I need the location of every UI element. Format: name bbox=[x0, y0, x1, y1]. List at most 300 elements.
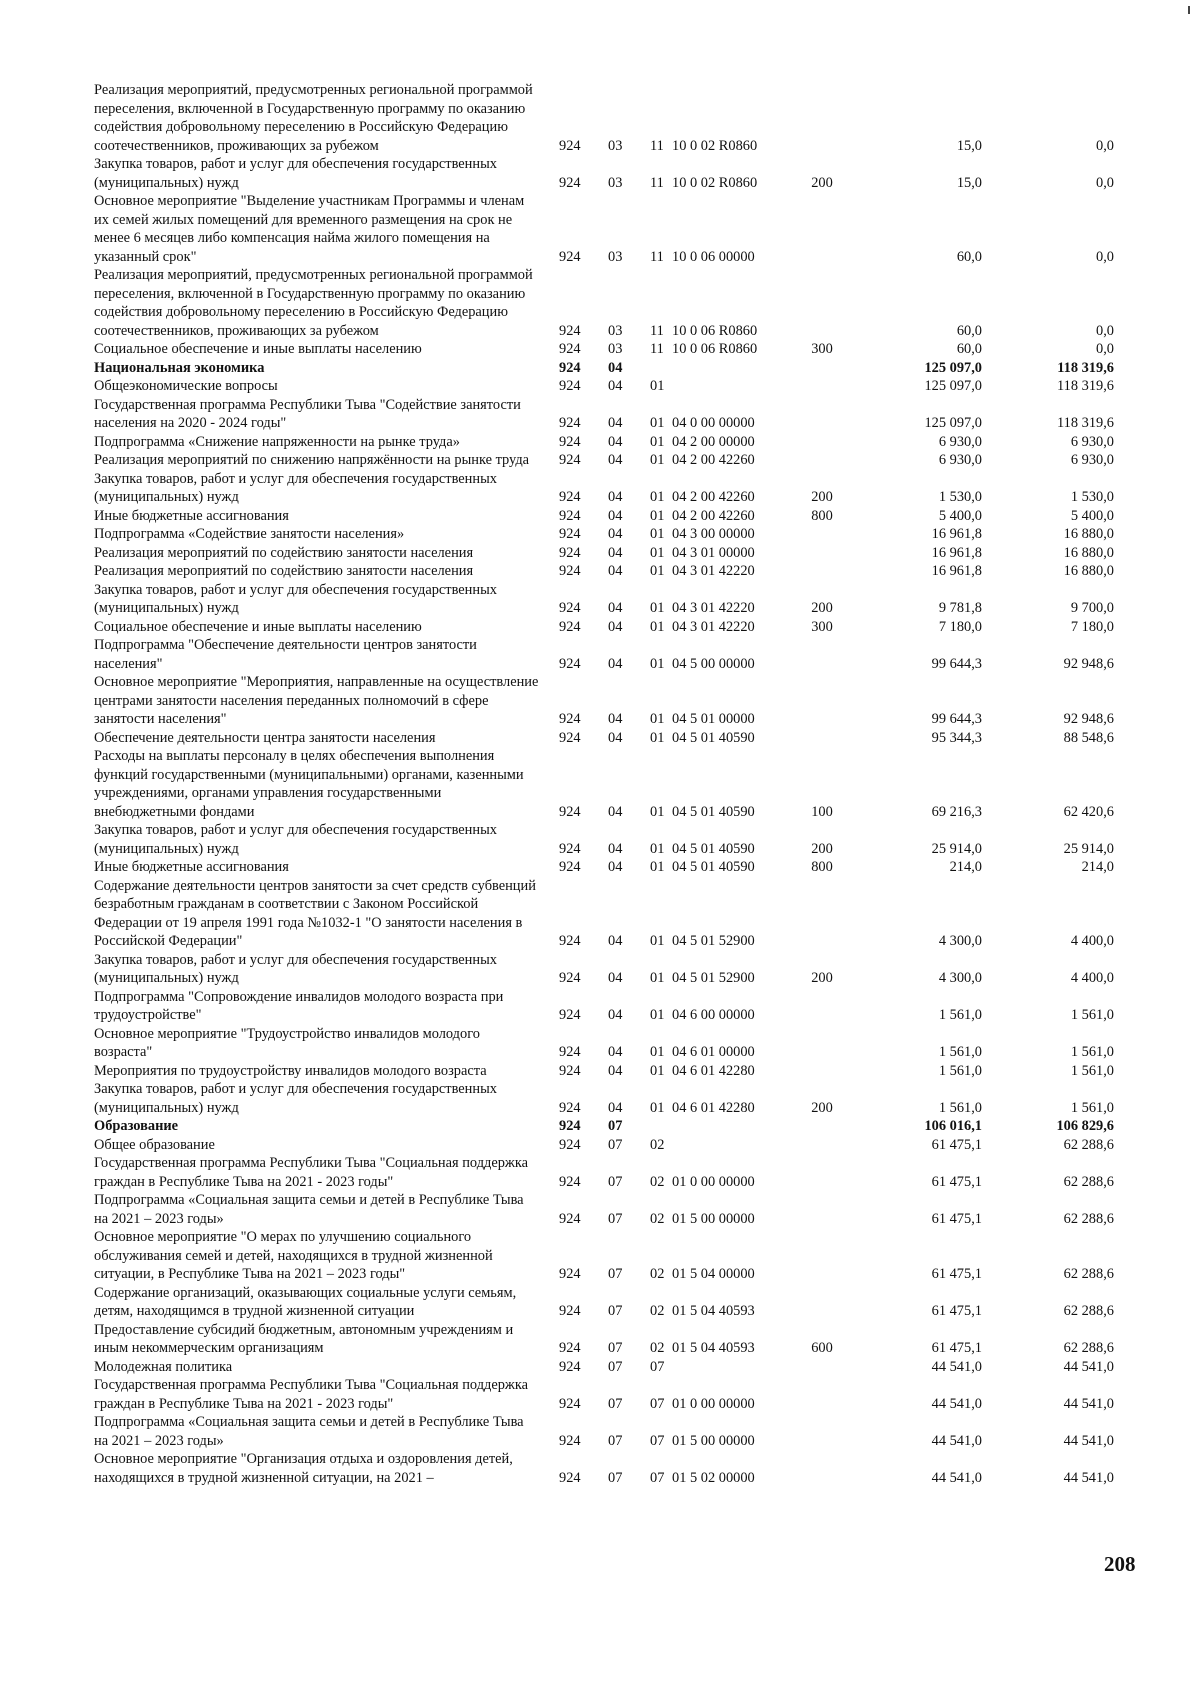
row-amount-year2: 5 400,0 bbox=[1070, 507, 1114, 524]
row-section-code: 07 bbox=[608, 1432, 623, 1449]
row-amount-year1: 16 961,8 bbox=[931, 563, 982, 579]
row-amount-year1: 16 961,8 bbox=[931, 526, 982, 542]
table-row bbox=[94, 266, 1154, 340]
row-section-code: 03 bbox=[608, 174, 623, 191]
row-amount-year2: 0,0 bbox=[1096, 248, 1114, 265]
row-expense-type: 800 bbox=[811, 859, 833, 875]
table-row bbox=[94, 340, 1154, 359]
row-subsection-code: 01 bbox=[650, 526, 665, 542]
row-section-code: 07 bbox=[608, 1136, 623, 1153]
row-section-code: 07 bbox=[608, 1118, 623, 1134]
row-subsection-code: 07 bbox=[650, 1395, 665, 1412]
row-description: Подпрограмма "Обеспечение деятельности центров занятости населения" bbox=[94, 637, 477, 672]
row-amount-year2: 1 561,0 bbox=[1070, 1062, 1114, 1079]
row-department-code: 924 bbox=[559, 970, 581, 986]
row-amount-year2: 0,0 bbox=[1096, 137, 1114, 154]
row-target-article: 04 5 01 52900 bbox=[672, 933, 755, 949]
row-subsection-code: 02 bbox=[650, 1340, 665, 1356]
row-amount-year2: 88 548,6 bbox=[1063, 729, 1114, 746]
row-amount-year1: 4 300,0 bbox=[938, 933, 982, 949]
row-department-code: 924 bbox=[559, 1303, 581, 1319]
row-subsection-code: 01 bbox=[650, 415, 665, 431]
row-department-code: 924 bbox=[559, 415, 581, 431]
row-amount-year1: 4 300,0 bbox=[938, 970, 982, 986]
row-expense-type: 200 bbox=[811, 840, 833, 857]
row-amount-year2: 16 880,0 bbox=[1063, 526, 1114, 542]
row-amount-year2: 106 829,6 bbox=[1056, 1118, 1114, 1134]
row-description: Основное мероприятие "Выделение участникам Программы и членам их семей жилых помещений для временного размещения на срок не менее 6 месяцев либо компенсация найма жилого помещения на указанный срок" bbox=[94, 193, 525, 265]
row-description: Основное мероприятие "О мерах по улучшению социального обслуживания семей и детей, находящихся в трудной жизненной ситуации, в Республике Тыва на 2021 – 2023 годы" bbox=[94, 1229, 493, 1282]
row-department-code: 924 bbox=[559, 1044, 581, 1060]
row-department-code: 924 bbox=[559, 600, 581, 616]
row-target-article: 10 0 06 R0860 bbox=[672, 341, 758, 357]
row-target-article: 10 0 02 R0860 bbox=[672, 137, 758, 154]
row-department-code: 924 bbox=[559, 452, 581, 468]
row-subsection-code: 07 bbox=[650, 1432, 665, 1449]
row-section-code: 04 bbox=[608, 1062, 623, 1079]
row-amount-year2: 62 288,6 bbox=[1063, 1173, 1114, 1190]
row-amount-year1: 125 097,0 bbox=[924, 415, 982, 431]
row-amount-year1: 61 475,1 bbox=[931, 1303, 982, 1319]
row-target-article: 04 3 01 42220 bbox=[672, 600, 755, 616]
row-amount-year2: 4 400,0 bbox=[1070, 970, 1114, 986]
row-target-article: 04 5 00 00000 bbox=[672, 655, 755, 672]
page-number: 208 bbox=[1104, 1552, 1136, 1576]
row-description: Государственная программа Республики Тыва "Социальная поддержка граждан в Республике Тыва на 2021 - 2023 годы" bbox=[94, 1155, 529, 1190]
row-expense-type: 600 bbox=[811, 1340, 833, 1356]
row-subsection-code: 01 bbox=[650, 1007, 665, 1023]
row-amount-year2: 9 700,0 bbox=[1070, 600, 1114, 616]
row-subsection-code: 01 bbox=[650, 729, 665, 746]
row-subsection-code: 07 bbox=[650, 1358, 665, 1375]
row-amount-year2: 7 180,0 bbox=[1070, 618, 1114, 635]
table-row bbox=[94, 988, 1154, 1025]
row-department-code: 924 bbox=[559, 859, 581, 875]
row-description: Общеэкономические вопросы bbox=[94, 378, 278, 394]
table-row bbox=[94, 451, 1154, 470]
row-description: Мероприятия по трудоустройству инвалидов молодого возраста bbox=[94, 1062, 487, 1079]
row-department-code: 924 bbox=[559, 1118, 581, 1134]
row-amount-year1: 9 781,8 bbox=[938, 600, 982, 616]
row-department-code: 924 bbox=[559, 1358, 581, 1375]
row-description: Иные бюджетные ассигнования bbox=[94, 859, 289, 875]
row-subsection-code: 01 bbox=[650, 1062, 665, 1079]
table-row bbox=[94, 581, 1154, 618]
row-target-article: 10 0 02 R0860 bbox=[672, 174, 758, 191]
row-amount-year2: 0,0 bbox=[1096, 174, 1114, 191]
budget-table bbox=[94, 81, 1154, 1487]
row-amount-year1: 7 180,0 bbox=[938, 618, 982, 635]
row-description: Образование bbox=[94, 1118, 179, 1134]
row-target-article: 04 3 00 00000 bbox=[672, 526, 755, 542]
table-row bbox=[94, 155, 1154, 192]
row-section-code: 04 bbox=[608, 1044, 623, 1060]
row-section-code: 03 bbox=[608, 137, 623, 154]
row-amount-year1: 5 400,0 bbox=[938, 507, 982, 524]
table-row bbox=[94, 525, 1154, 544]
row-amount-year2: 92 948,6 bbox=[1063, 655, 1114, 672]
row-subsection-code: 01 bbox=[650, 1099, 665, 1116]
row-description: Содержание деятельности центров занятости за счет средств субвенций безработным гражданам в соответствии с Законом Российской Федерации от 19 апреля 1991 года №1032-1 "О занятости населения в Российской Федерации" bbox=[94, 877, 536, 949]
row-section-code: 04 bbox=[608, 840, 623, 857]
row-section-code: 04 bbox=[608, 1007, 623, 1023]
row-description: Национальная экономика bbox=[94, 359, 265, 376]
row-subsection-code: 11 bbox=[650, 174, 664, 191]
row-amount-year1: 15,0 bbox=[956, 137, 982, 154]
row-section-code: 04 bbox=[608, 729, 623, 746]
row-description: Реализация мероприятий, предусмотренных региональной программой переселения, включенной в Государственную программу по оказанию содействия добровольному переселению в Российскую Федерацию соотечественников, проживающих за рубежом bbox=[94, 82, 533, 154]
row-section-code: 04 bbox=[608, 655, 623, 672]
row-target-article: 01 0 00 00000 bbox=[672, 1173, 755, 1190]
row-amount-year1: 16 961,8 bbox=[931, 544, 982, 561]
row-amount-year1: 99 644,3 bbox=[931, 711, 982, 727]
row-description: Реализация мероприятий по снижению напряжённости на рынке труда bbox=[94, 452, 530, 468]
row-amount-year2: 62 288,6 bbox=[1063, 1210, 1114, 1227]
row-amount-year1: 25 914,0 bbox=[931, 840, 982, 857]
row-department-code: 924 bbox=[559, 248, 581, 265]
row-description: Закупка товаров, работ и услуг для обеспечения государственных (муниципальных) нужд bbox=[94, 951, 497, 986]
row-department-code: 924 bbox=[559, 711, 581, 727]
row-amount-year2: 1 561,0 bbox=[1070, 1044, 1114, 1060]
row-amount-year1: 15,0 bbox=[956, 174, 982, 191]
row-subsection-code: 01 bbox=[650, 544, 665, 561]
row-section-code: 04 bbox=[608, 1099, 623, 1116]
row-subsection-code: 01 bbox=[650, 655, 665, 672]
row-expense-type: 100 bbox=[811, 803, 833, 820]
row-target-article: 01 5 04 40593 bbox=[672, 1303, 755, 1319]
row-subsection-code: 01 bbox=[650, 803, 665, 820]
row-section-code: 04 bbox=[608, 452, 623, 468]
table-row bbox=[94, 951, 1154, 988]
row-amount-year1: 1 561,0 bbox=[938, 1062, 982, 1079]
row-amount-year2: 44 541,0 bbox=[1063, 1395, 1114, 1412]
row-target-article: 01 5 04 40593 bbox=[672, 1340, 755, 1356]
row-description: Социальное обеспечение и иные выплаты населению bbox=[94, 618, 422, 635]
row-amount-year1: 1 561,0 bbox=[938, 1099, 982, 1116]
row-target-article: 04 2 00 00000 bbox=[672, 433, 755, 450]
table-row bbox=[94, 377, 1154, 396]
table-row bbox=[94, 1321, 1154, 1358]
row-target-article: 04 3 01 00000 bbox=[672, 544, 755, 561]
row-description: Государственная программа Республики Тыва "Содействие занятости населения на 2020 - 2024 годы" bbox=[94, 396, 521, 431]
row-expense-type: 300 bbox=[811, 341, 833, 357]
row-department-code: 924 bbox=[559, 1469, 581, 1486]
row-department-code: 924 bbox=[559, 1007, 581, 1023]
row-description: Основное мероприятие "Трудоустройство инвалидов молодого возраста" bbox=[94, 1025, 480, 1060]
row-department-code: 924 bbox=[559, 618, 581, 635]
row-department-code: 924 bbox=[559, 563, 581, 579]
row-amount-year1: 61 475,1 bbox=[931, 1173, 982, 1190]
row-section-code: 04 bbox=[608, 507, 623, 524]
table-row bbox=[94, 636, 1154, 673]
row-expense-type: 800 bbox=[811, 507, 833, 524]
row-subsection-code: 01 bbox=[650, 563, 665, 579]
row-amount-year2: 1 561,0 bbox=[1070, 1099, 1114, 1116]
row-amount-year2: 4 400,0 bbox=[1070, 933, 1114, 949]
row-amount-year2: 62 420,6 bbox=[1063, 803, 1114, 820]
row-department-code: 924 bbox=[559, 1136, 581, 1153]
table-row bbox=[94, 1376, 1154, 1413]
row-description: Закупка товаров, работ и услуг для обеспечения государственных (муниципальных) нужд bbox=[94, 156, 497, 191]
row-amount-year2: 118 319,6 bbox=[1057, 359, 1114, 376]
row-amount-year2: 118 319,6 bbox=[1056, 378, 1114, 394]
row-amount-year2: 44 541,0 bbox=[1063, 1432, 1114, 1449]
row-expense-type: 200 bbox=[811, 174, 833, 191]
row-subsection-code: 01 bbox=[650, 433, 665, 450]
row-amount-year2: 62 288,6 bbox=[1063, 1303, 1114, 1319]
row-amount-year2: 44 541,0 bbox=[1063, 1358, 1114, 1375]
table-row bbox=[94, 1413, 1154, 1450]
row-target-article: 04 5 01 00000 bbox=[672, 711, 755, 727]
row-subsection-code: 01 bbox=[650, 489, 665, 505]
row-subsection-code: 11 bbox=[650, 322, 664, 339]
row-expense-type: 200 bbox=[811, 600, 833, 616]
row-department-code: 924 bbox=[559, 378, 581, 394]
table-row bbox=[94, 1117, 1154, 1136]
row-subsection-code: 01 bbox=[650, 618, 665, 635]
row-description: Иные бюджетные ассигнования bbox=[94, 507, 289, 524]
row-amount-year2: 6 930,0 bbox=[1070, 433, 1114, 450]
row-expense-type: 300 bbox=[811, 618, 833, 635]
row-amount-year2: 1 530,0 bbox=[1070, 489, 1114, 505]
row-target-article: 04 5 01 40590 bbox=[672, 729, 755, 746]
table-row bbox=[94, 1450, 1154, 1487]
row-description: Реализация мероприятий по содействию занятости населения bbox=[94, 563, 474, 579]
row-department-code: 924 bbox=[559, 359, 581, 376]
row-target-article: 04 2 00 42260 bbox=[672, 507, 755, 524]
row-target-article: 01 5 00 00000 bbox=[672, 1210, 755, 1227]
row-target-article: 04 6 01 42280 bbox=[672, 1062, 755, 1079]
row-section-code: 07 bbox=[608, 1340, 623, 1356]
row-section-code: 04 bbox=[608, 526, 623, 542]
row-department-code: 924 bbox=[559, 1099, 581, 1116]
row-section-code: 04 bbox=[608, 359, 623, 376]
row-section-code: 04 bbox=[608, 563, 623, 579]
row-section-code: 04 bbox=[608, 378, 623, 394]
row-section-code: 07 bbox=[608, 1358, 623, 1375]
row-description: Подпрограмма «Социальная защита семьи и детей в Республике Тыва на 2021 – 2023 годы» bbox=[94, 1192, 524, 1227]
row-target-article: 01 5 04 00000 bbox=[672, 1266, 755, 1282]
row-department-code: 924 bbox=[559, 507, 581, 524]
row-department-code: 924 bbox=[559, 544, 581, 561]
row-amount-year2: 214,0 bbox=[1081, 859, 1114, 875]
scan-mark bbox=[1188, 6, 1190, 14]
table-row bbox=[94, 1191, 1154, 1228]
row-target-article: 04 6 00 00000 bbox=[672, 1007, 755, 1023]
row-section-code: 04 bbox=[608, 711, 623, 727]
table-row bbox=[94, 729, 1154, 748]
table-row bbox=[94, 192, 1154, 266]
row-amount-year1: 6 930,0 bbox=[938, 433, 982, 450]
row-description: Подпрограмма «Содействие занятости населения» bbox=[94, 526, 405, 542]
row-description: Подпрограмма «Социальная защита семьи и детей в Республике Тыва на 2021 – 2023 годы» bbox=[94, 1414, 524, 1449]
row-target-article: 04 5 01 40590 bbox=[672, 859, 755, 875]
row-description: Общее образование bbox=[94, 1136, 215, 1153]
row-section-code: 04 bbox=[608, 544, 623, 561]
row-description: Подпрограмма «Снижение напряженности на рынке труда» bbox=[94, 433, 460, 450]
table-row bbox=[94, 1025, 1154, 1062]
row-department-code: 924 bbox=[559, 1395, 581, 1412]
row-amount-year2: 25 914,0 bbox=[1063, 840, 1114, 857]
row-target-article: 10 0 06 R0860 bbox=[672, 322, 758, 339]
row-subsection-code: 01 bbox=[650, 970, 665, 986]
row-section-code: 07 bbox=[608, 1395, 623, 1412]
row-subsection-code: 01 bbox=[650, 1044, 665, 1060]
row-target-article: 01 5 00 00000 bbox=[672, 1432, 755, 1449]
row-target-article: 01 5 02 00000 bbox=[672, 1469, 755, 1486]
row-department-code: 924 bbox=[559, 1210, 581, 1227]
row-subsection-code: 02 bbox=[650, 1266, 665, 1282]
table-row bbox=[94, 673, 1154, 729]
row-target-article: 04 5 01 40590 bbox=[672, 803, 755, 820]
row-target-article: 04 6 01 42280 bbox=[672, 1099, 755, 1116]
row-amount-year1: 1 530,0 bbox=[938, 489, 982, 505]
row-section-code: 04 bbox=[608, 618, 623, 635]
table-row bbox=[94, 1284, 1154, 1321]
row-subsection-code: 01 bbox=[650, 711, 665, 727]
table-row bbox=[94, 877, 1154, 951]
row-amount-year1: 99 644,3 bbox=[931, 655, 982, 672]
row-subsection-code: 01 bbox=[650, 507, 665, 524]
row-description: Государственная программа Республики Тыва "Социальная поддержка граждан в Республике Тыва на 2021 - 2023 годы" bbox=[94, 1377, 529, 1412]
row-subsection-code: 02 bbox=[650, 1173, 665, 1190]
row-subsection-code: 11 bbox=[650, 137, 664, 154]
table-row bbox=[94, 1154, 1154, 1191]
row-subsection-code: 01 bbox=[650, 378, 665, 394]
row-amount-year1: 214,0 bbox=[949, 859, 982, 875]
row-amount-year1: 44 541,0 bbox=[931, 1395, 982, 1412]
row-amount-year2: 44 541,0 bbox=[1063, 1469, 1114, 1486]
row-amount-year2: 62 288,6 bbox=[1063, 1340, 1114, 1356]
row-section-code: 04 bbox=[608, 803, 623, 820]
row-description: Реализация мероприятий, предусмотренных региональной программой переселения, включенной в Государственную программу по оказанию содействия добровольному переселению в Российскую Федерацию соотечественников, проживающих за рубежом bbox=[94, 267, 533, 339]
row-target-article: 04 5 01 40590 bbox=[672, 840, 755, 857]
row-section-code: 04 bbox=[608, 415, 623, 431]
row-amount-year1: 60,0 bbox=[956, 248, 982, 265]
row-section-code: 04 bbox=[608, 433, 623, 450]
row-section-code: 07 bbox=[608, 1266, 623, 1282]
table-row bbox=[94, 821, 1154, 858]
row-amount-year1: 106 016,1 bbox=[924, 1118, 982, 1134]
row-description: Содержание организаций, оказывающих социальные услуги семьям, детям, находящимся в трудной жизненной ситуации bbox=[94, 1284, 517, 1319]
row-subsection-code: 01 bbox=[650, 859, 665, 875]
row-section-code: 04 bbox=[608, 489, 623, 505]
row-description: Закупка товаров, работ и услуг для обеспечения государственных (муниципальных) нужд bbox=[94, 822, 497, 857]
row-amount-year1: 44 541,0 bbox=[931, 1432, 982, 1449]
row-subsection-code: 01 bbox=[650, 600, 665, 616]
row-section-code: 04 bbox=[608, 933, 623, 949]
row-department-code: 924 bbox=[559, 729, 581, 746]
row-section-code: 07 bbox=[608, 1210, 623, 1227]
row-target-article: 04 2 00 42260 bbox=[672, 452, 755, 468]
row-section-code: 03 bbox=[608, 248, 623, 265]
row-subsection-code: 02 bbox=[650, 1136, 665, 1153]
row-amount-year1: 61 475,1 bbox=[931, 1210, 982, 1227]
row-amount-year2: 118 319,6 bbox=[1056, 415, 1114, 431]
table-row bbox=[94, 1062, 1154, 1081]
row-amount-year2: 92 948,6 bbox=[1063, 711, 1114, 727]
row-amount-year1: 95 344,3 bbox=[931, 729, 982, 746]
row-department-code: 924 bbox=[559, 322, 581, 339]
row-target-article: 01 0 00 00000 bbox=[672, 1395, 755, 1412]
row-section-code: 07 bbox=[608, 1173, 623, 1190]
table-row bbox=[94, 1228, 1154, 1284]
row-section-code: 07 bbox=[608, 1303, 623, 1319]
row-section-code: 04 bbox=[608, 600, 623, 616]
row-department-code: 924 bbox=[559, 840, 581, 857]
table-row bbox=[94, 562, 1154, 581]
row-expense-type: 200 bbox=[811, 489, 833, 505]
row-amount-year1: 60,0 bbox=[956, 322, 982, 339]
row-description: Социальное обеспечение и иные выплаты населению bbox=[94, 341, 422, 357]
row-description: Молодежная политика bbox=[94, 1358, 233, 1375]
row-subsection-code: 02 bbox=[650, 1303, 665, 1319]
row-section-code: 04 bbox=[608, 970, 623, 986]
row-amount-year1: 61 475,1 bbox=[931, 1266, 982, 1282]
row-section-code: 07 bbox=[608, 1469, 623, 1486]
row-department-code: 924 bbox=[559, 1432, 581, 1449]
row-department-code: 924 bbox=[559, 1062, 581, 1079]
row-amount-year1: 6 930,0 bbox=[938, 452, 982, 468]
row-subsection-code: 11 bbox=[650, 248, 664, 265]
row-description: Основное мероприятие "Мероприятия, направленные на осуществление центрами занятости населения переданных полномочий в сфере занятости населения" bbox=[94, 674, 539, 727]
row-amount-year2: 0,0 bbox=[1096, 322, 1114, 339]
row-amount-year1: 61 475,1 bbox=[931, 1136, 982, 1153]
row-expense-type: 200 bbox=[811, 1099, 833, 1116]
row-target-article: 04 0 00 00000 bbox=[672, 415, 755, 431]
row-subsection-code: 01 bbox=[650, 452, 665, 468]
table-row bbox=[94, 507, 1154, 526]
row-amount-year1: 69 216,3 bbox=[931, 803, 982, 820]
table-row bbox=[94, 81, 1154, 155]
row-subsection-code: 11 bbox=[650, 341, 664, 357]
row-amount-year1: 61 475,1 bbox=[931, 1340, 982, 1356]
row-department-code: 924 bbox=[559, 433, 581, 450]
row-department-code: 924 bbox=[559, 1340, 581, 1356]
row-department-code: 924 bbox=[559, 1173, 581, 1190]
row-amount-year2: 62 288,6 bbox=[1063, 1136, 1114, 1153]
row-section-code: 03 bbox=[608, 341, 623, 357]
row-department-code: 924 bbox=[559, 803, 581, 820]
row-amount-year1: 1 561,0 bbox=[938, 1044, 982, 1060]
row-amount-year1: 44 541,0 bbox=[931, 1358, 982, 1375]
row-department-code: 924 bbox=[559, 655, 581, 672]
row-expense-type: 200 bbox=[811, 970, 833, 986]
table-row bbox=[94, 1136, 1154, 1155]
row-amount-year2: 16 880,0 bbox=[1063, 544, 1114, 561]
table-row bbox=[94, 747, 1154, 821]
row-target-article: 04 3 01 42220 bbox=[672, 563, 755, 579]
row-department-code: 924 bbox=[559, 341, 581, 357]
row-description: Подпрограмма "Сопровождение инвалидов молодого возраста при трудоустройстве" bbox=[94, 988, 504, 1023]
row-target-article: 04 2 00 42260 bbox=[672, 489, 755, 505]
row-amount-year2: 62 288,6 bbox=[1063, 1266, 1114, 1282]
row-subsection-code: 01 bbox=[650, 840, 665, 857]
row-amount-year1: 1 561,0 bbox=[938, 1007, 982, 1023]
row-section-code: 03 bbox=[608, 322, 623, 339]
row-description: Закупка товаров, работ и услуг для обеспечения государственных (муниципальных) нужд bbox=[94, 470, 497, 505]
row-subsection-code: 01 bbox=[650, 933, 665, 949]
row-department-code: 924 bbox=[559, 526, 581, 542]
row-amount-year2: 16 880,0 bbox=[1063, 563, 1114, 579]
table-row bbox=[94, 359, 1154, 378]
row-department-code: 924 bbox=[559, 174, 581, 191]
row-description: Основное мероприятие "Организация отдыха и оздоровления детей, находящихся в трудной жизненной ситуации, на 2021 – bbox=[94, 1451, 513, 1486]
row-department-code: 924 bbox=[559, 489, 581, 505]
row-amount-year2: 1 561,0 bbox=[1070, 1007, 1114, 1023]
row-description: Закупка товаров, работ и услуг для обеспечения государственных (муниципальных) нужд bbox=[94, 1081, 497, 1116]
row-amount-year1: 60,0 bbox=[956, 341, 982, 357]
